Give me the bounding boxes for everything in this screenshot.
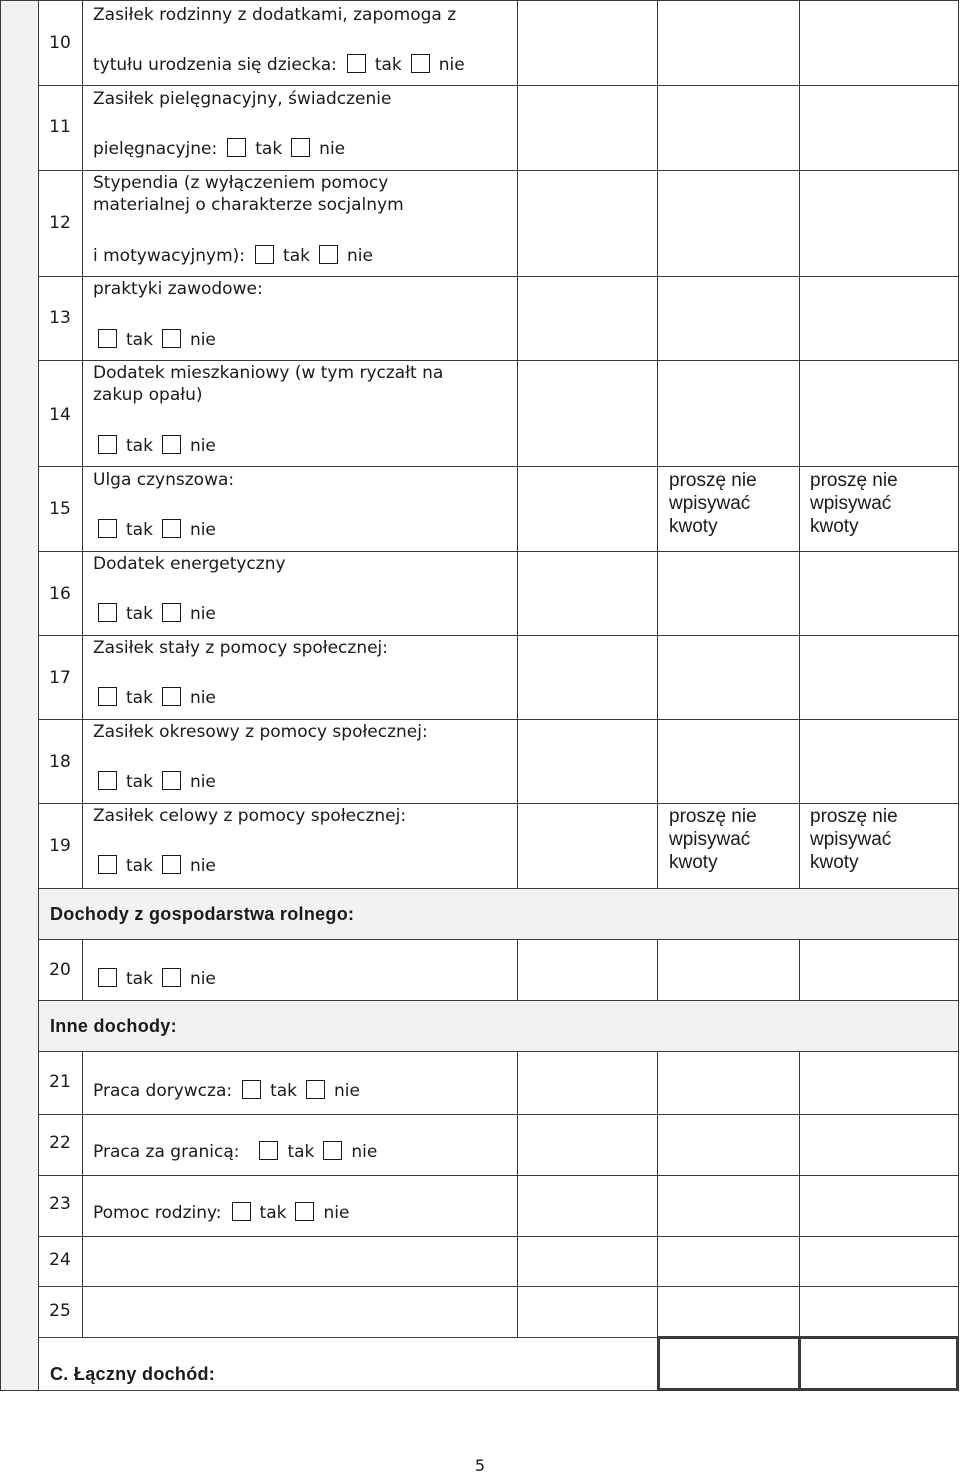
- row-label-cont: i motywacyjnym):: [93, 246, 246, 266]
- note-line: proszę nie: [810, 470, 898, 491]
- row-options: [93, 1202, 358, 1224]
- row-options: [98, 687, 225, 709]
- no-checkbox[interactable]: [162, 855, 181, 874]
- row-label: praktyki zawodowe:: [93, 279, 263, 299]
- note-line: proszę nie: [810, 806, 898, 827]
- yes-label: tak: [126, 772, 153, 792]
- yes-checkbox[interactable]: [98, 435, 117, 454]
- row-label: Zasiłek okresowy z pomocy społecznej:: [93, 722, 428, 742]
- row-number: 12: [49, 213, 71, 233]
- yes-checkbox[interactable]: [242, 1080, 261, 1099]
- row-options: [93, 245, 382, 267]
- yes-checkbox[interactable]: [232, 1202, 251, 1221]
- no-label: nie: [189, 436, 216, 456]
- row-label-cont: pielęgnacyjne:: [93, 139, 218, 159]
- yes-checkbox[interactable]: [347, 54, 366, 73]
- no-label: nie: [334, 1081, 360, 1101]
- row-options: [98, 771, 225, 793]
- no-label: nie: [323, 1203, 350, 1223]
- row-options: [98, 603, 225, 625]
- yes-checkbox[interactable]: [98, 519, 117, 538]
- yes-label: tak: [259, 1203, 287, 1223]
- yes-checkbox[interactable]: [98, 687, 117, 706]
- note-line: proszę nie: [669, 806, 757, 827]
- row-label-line2: zakup opału): [93, 385, 203, 405]
- no-label: nie: [189, 688, 216, 708]
- row-number: 16: [49, 584, 71, 604]
- yes-label: tak: [126, 520, 153, 540]
- yes-label: tak: [126, 969, 153, 989]
- row-options: [93, 1141, 386, 1163]
- note-line: proszę nie: [669, 470, 757, 491]
- yes-checkbox[interactable]: [255, 245, 274, 264]
- row-options: [98, 968, 225, 990]
- no-label: nie: [189, 330, 216, 350]
- yes-checkbox[interactable]: [98, 855, 117, 874]
- yes-checkbox[interactable]: [98, 329, 117, 348]
- no-checkbox[interactable]: [306, 1080, 325, 1099]
- yes-label: tak: [374, 55, 402, 75]
- row-number: 10: [49, 33, 71, 53]
- farm-income-heading: Dochody z gospodarstwa rolnego:: [50, 904, 355, 924]
- row-label-line2: materialnej o charakterze socjalnym: [93, 195, 404, 215]
- no-label: nie: [438, 55, 465, 75]
- row-label: Ulga czynszowa:: [93, 470, 235, 490]
- no-checkbox[interactable]: [162, 519, 181, 538]
- note-line: wpisywać: [669, 493, 751, 514]
- no-checkbox[interactable]: [319, 245, 338, 264]
- row-label-cont: tytułu urodzenia się dziecka:: [93, 55, 337, 75]
- no-checkbox[interactable]: [162, 329, 181, 348]
- no-label: nie: [189, 969, 216, 989]
- no-checkbox[interactable]: [162, 968, 181, 987]
- no-checkbox[interactable]: [162, 603, 181, 622]
- no-label: nie: [346, 246, 373, 266]
- total-income-label: C. Łączny dochód:: [50, 1364, 216, 1384]
- yes-label: tak: [283, 246, 310, 266]
- yes-label: tak: [255, 139, 283, 159]
- yes-label: tak: [126, 330, 153, 350]
- row-options: [98, 519, 225, 541]
- row-number: 18: [49, 752, 71, 772]
- yes-checkbox[interactable]: [98, 771, 117, 790]
- row-number: 20: [49, 960, 71, 980]
- no-label: nie: [189, 604, 216, 624]
- no-checkbox[interactable]: [162, 771, 181, 790]
- no-checkbox[interactable]: [295, 1202, 314, 1221]
- row-label: Zasiłek pielęgnacyjny, świadczenie: [93, 89, 392, 109]
- row-options: [98, 329, 225, 351]
- row-options: [98, 855, 225, 877]
- row-number: 11: [49, 117, 71, 137]
- other-income-heading: Inne dochody:: [50, 1016, 177, 1036]
- row-number: 21: [49, 1072, 71, 1092]
- no-label: nie: [189, 856, 216, 876]
- no-label: nie: [351, 1142, 378, 1162]
- row-label: Zasiłek stały z pomocy społecznej:: [93, 638, 389, 658]
- note-line: wpisywać: [669, 829, 751, 850]
- no-label: nie: [189, 772, 216, 792]
- note-line: kwoty: [810, 852, 859, 873]
- amount-note: [810, 805, 930, 874]
- yes-checkbox[interactable]: [227, 138, 246, 157]
- amount-note: [669, 469, 789, 538]
- left-gutter: [1, 0, 38, 1390]
- note-line: wpisywać: [810, 829, 892, 850]
- row-label: Zasiłek rodzinny z dodatkami, zapomoga z: [93, 5, 457, 25]
- note-line: wpisywać: [810, 493, 892, 514]
- row-number: 24: [49, 1250, 71, 1270]
- total-amount-field[interactable]: [660, 1339, 798, 1388]
- amount-note: [669, 805, 789, 874]
- row-number: 23: [49, 1194, 71, 1214]
- row-number: 19: [49, 836, 71, 856]
- total-amount-field[interactable]: [801, 1339, 956, 1388]
- yes-checkbox[interactable]: [98, 603, 117, 622]
- no-checkbox[interactable]: [291, 138, 310, 157]
- yes-checkbox[interactable]: [98, 968, 117, 987]
- note-line: kwoty: [810, 516, 859, 537]
- no-label: nie: [319, 139, 346, 159]
- yes-label: tak: [270, 1081, 298, 1101]
- amount-note: [810, 469, 930, 538]
- row-options: [98, 435, 225, 457]
- row-label: Pomoc rodziny:: [93, 1203, 222, 1223]
- yes-label: tak: [126, 688, 153, 708]
- row-options: [93, 1080, 369, 1102]
- row-number: 14: [49, 405, 71, 425]
- no-checkbox[interactable]: [323, 1141, 342, 1160]
- yes-label: tak: [287, 1142, 315, 1162]
- row-number: 17: [49, 668, 71, 688]
- yes-label: tak: [126, 436, 153, 456]
- row-label: Dodatek mieszkaniowy (w tym ryczałt na: [93, 363, 444, 383]
- no-checkbox[interactable]: [162, 687, 181, 706]
- note-line: kwoty: [669, 852, 718, 873]
- row-label: Praca dorywcza:: [93, 1081, 233, 1101]
- row-number: 13: [49, 308, 71, 328]
- yes-label: tak: [126, 856, 153, 876]
- no-checkbox[interactable]: [162, 435, 181, 454]
- row-number: 15: [49, 499, 71, 519]
- page-number: 5: [474, 1456, 486, 1475]
- no-checkbox[interactable]: [411, 54, 430, 73]
- row-options: [93, 138, 354, 160]
- no-label: nie: [189, 520, 216, 540]
- yes-checkbox[interactable]: [259, 1141, 278, 1160]
- row-number: 25: [49, 1301, 71, 1321]
- yes-label: tak: [126, 604, 153, 624]
- row-number: 22: [49, 1133, 71, 1153]
- row-label: Praca za granicą:: [93, 1142, 240, 1162]
- row-label: Zasiłek celowy z pomocy społecznej:: [93, 806, 407, 826]
- row-options: [93, 54, 474, 76]
- note-line: kwoty: [669, 516, 718, 537]
- row-label: Dodatek energetyczny: [93, 554, 286, 574]
- row-label: Stypendia (z wyłączeniem pomocy: [93, 173, 389, 193]
